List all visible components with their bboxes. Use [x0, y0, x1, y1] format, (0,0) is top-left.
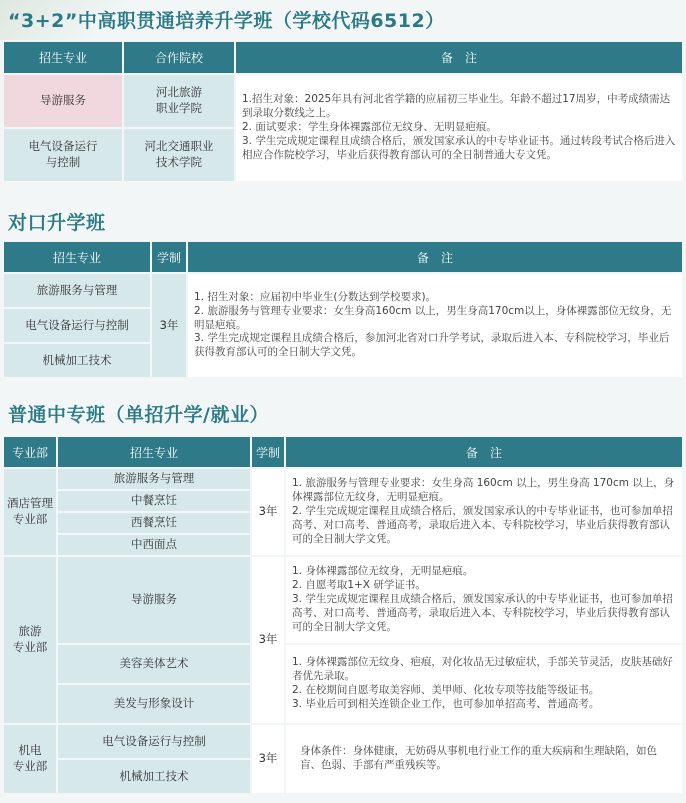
table-counterpart [2, 240, 684, 379]
header-years: 学制 [152, 242, 186, 272]
table-3plus2 [2, 40, 684, 183]
major-tourism-management: 旅游服务与管理 [4, 274, 150, 307]
notes-counterpart [188, 274, 682, 377]
header-note: 备 注 [236, 42, 682, 73]
note-item: 3. 毕业后可到相关连锁企业工作，也可参加单招高考、普通高考。 [292, 697, 600, 710]
note-item: 1.招生对象：2025年具有河北省学籍的应届初三毕业生。年龄不超过17周岁，中考成绩需达到录取分数线之上。 [242, 93, 671, 120]
years-value: 3年 [252, 557, 284, 723]
note-item: 1. 身体裸露部位无纹身，无明显疤痕。 [292, 565, 474, 578]
section-title-general: 普通中专班（单招升学/就业） [8, 404, 269, 426]
note-item: 2. 面试要求：学生身体裸露部位无纹身、无明显疤痕。 [242, 121, 497, 134]
note-item: 3. 学生完成规定课程且成绩合格后，颁发国家承认的中专毕业证书，也可参加单招高考、对口高考、普通高考，录取后进入本、专科院校学习，毕业后获得教育部认可的全日制大学文凭。 [292, 593, 673, 633]
dept-tourism: 旅游 专业部 [4, 557, 56, 723]
note-item: 3. 学生完成规定课程且成绩合格后，颁发国家承认的中专毕业证书。通过转段考试合格后进入相应合作院校学习，毕业后获得教育部认可的全日制普通大专文凭。 [242, 134, 676, 161]
major-hair-design: 美发与形象设计 [58, 685, 250, 723]
dept-hotel: 酒店管理 专业部 [4, 469, 56, 555]
major-pastry: 中西面点 [58, 535, 250, 555]
notes-3plus2 [236, 75, 682, 181]
years-value: 3年 [252, 469, 284, 555]
header-major: 招生专业 [4, 42, 122, 73]
section-title-counterpart: 对口升学班 [8, 212, 106, 234]
note-item: 2. 自愿考取1+X 研学证书。 [292, 579, 426, 592]
major-chinese-cuisine: 中餐烹饪 [58, 491, 250, 511]
notes-hotel [286, 469, 682, 555]
header-dept: 专业部 [4, 437, 56, 467]
major-electrical: 电气设备运行 与控制 [4, 129, 122, 181]
header-major: 招生专业 [58, 437, 250, 467]
major-western-cuisine: 西餐烹饪 [58, 513, 250, 533]
note-item: 2. 在校期间自愿考取美容师、美甲师、化妆专项等技能等级证书。 [292, 684, 600, 696]
table-general [2, 435, 684, 795]
dept-electromech: 机电 专业部 [4, 725, 56, 793]
note-item: 1. 旅游服务与管理专业要求：女生身高 160cm 以上，男生身高 170cm 以上，身体裸露部位无纹身，无明显疤痕。 [292, 477, 675, 504]
header-note: 备 注 [286, 437, 682, 467]
note-item: 1. 招生对象：应届初中毕业生(分数达到学校要求)。 [194, 290, 437, 303]
notes-guide [286, 557, 682, 643]
note-item: 2. 旅游服务与管理专业要求：女生身高160cm 以上，男生身高170cm以上，身体裸露部位无纹身，无明显疤痕。 [194, 304, 672, 331]
header-major: 招生专业 [4, 242, 150, 272]
note-item: 3. 学生完成规定课程且成绩合格后，参加河北省对口升学考试，录取后进入本、专科院校学习，毕业后获得教育部认可的全日制大学文凭。 [194, 332, 670, 359]
years-value: 3年 [152, 274, 186, 377]
header-partner: 合作院校 [124, 42, 234, 73]
major-electrical: 电气设备运行与控制 [58, 725, 250, 758]
major-guide-service: 导游服务 [58, 557, 250, 643]
years-value: 3年 [252, 725, 284, 793]
notes-beauty [286, 645, 682, 723]
major-machining: 机械加工技术 [58, 760, 250, 793]
major-machining: 机械加工技术 [4, 344, 150, 377]
partner-hebei-tourism: 河北旅游 职业学院 [124, 75, 234, 127]
header-note: 备 注 [188, 242, 682, 272]
header-years: 学制 [252, 437, 284, 467]
major-tourism-management: 旅游服务与管理 [58, 469, 250, 489]
note-item: 2. 学生完成规定课程且成绩合格后，颁发国家承认的中专毕业证书，也可参加单招高考、对口高考、普通高考，录取后进入本、专科院校学习，毕业后获得教育部认可的全日制大学文凭。 [292, 505, 673, 545]
section-title-3plus2: “3+2”中高职贯通培养升学班（学校代码6512） [8, 10, 445, 32]
major-electrical: 电气设备运行与控制 [4, 309, 150, 342]
major-guide-service: 导游服务 [4, 75, 122, 127]
notes-electromech: 身体条件：身体健康，无妨碍从事机电行业工作的重大疾病和生理缺陷，如色盲、色弱、手部有严重残疾等。 [286, 725, 682, 793]
partner-hebei-transport: 河北交通职业 技术学院 [124, 129, 234, 181]
major-beauty: 美容美体艺术 [58, 645, 250, 683]
note-item: 1. 身体裸露部位无纹身、疤痕，对化妆品无过敏症状，手部关节灵活，皮肤基础好者优先录取。 [292, 656, 673, 683]
